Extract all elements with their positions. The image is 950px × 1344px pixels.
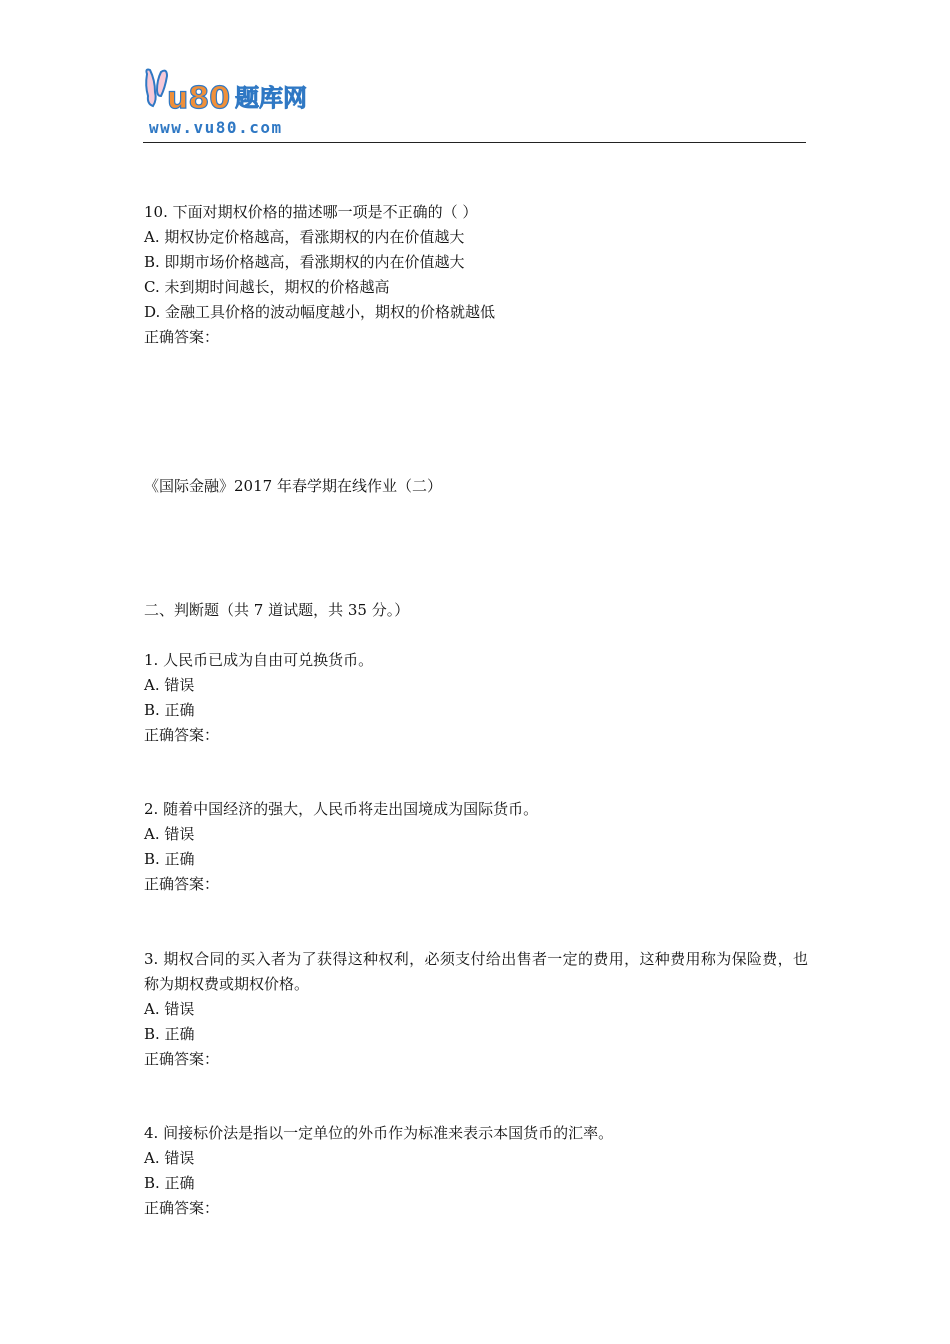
judgment-2-text: 2. 随着中国经济的强大，人民币将走出国境成为国际货币。 [144, 800, 539, 818]
judgment-3-option-b: B. 正确 [144, 1025, 195, 1043]
judgment-3-answer-label: 正确答案： [144, 1050, 220, 1068]
judgment-2-option-a: A. 错误 [144, 825, 195, 843]
question-10-option-a: A. 期权协定价格越高，看涨期权的内在价值越大 [144, 228, 465, 246]
judgment-1-answer-label: 正确答案： [144, 726, 220, 744]
judgment-1-option-a: A. 错误 [144, 676, 195, 694]
header-divider [143, 142, 806, 143]
question-10-option-b: B. 即期市场价格越高，看涨期权的内在价值越大 [144, 253, 465, 271]
judgment-2-answer-label: 正确答案： [144, 875, 220, 893]
judgment-3-option-a: A. 错误 [144, 1000, 195, 1018]
svg-text:题库网: 题库网 [235, 84, 307, 112]
judgment-4-option-a: A. 错误 [144, 1149, 195, 1167]
judgment-4-text: 4. 间接标价法是指以一定单位的外币作为标准来表示本国货币的汇率。 [144, 1124, 614, 1142]
question-10-answer-label: 正确答案： [144, 328, 220, 346]
logo-url-text: www.vu80.com [149, 118, 283, 137]
assignment-title: 《国际金融》2017 年春学期在线作业（二） [144, 477, 442, 495]
question-10-option-d: D. 金融工具价格的波动幅度越小，期权的价格就越低 [144, 303, 496, 321]
judgment-1-option-b: B. 正确 [144, 701, 195, 719]
judgment-2-option-b: B. 正确 [144, 850, 195, 868]
question-10-text: 10. 下面对期权价格的描述哪一项是不正确的（ ） [144, 203, 478, 221]
judgment-3-text: 3. 期权合同的买入者为了获得这种权利，必须支付给出售者一定的费用，这种费用称为保险费，也称为期权费或期权价格。 [144, 950, 808, 993]
logo-brand-text: u80 [167, 81, 231, 116]
judgment-4-answer-label: 正确答案： [144, 1199, 220, 1217]
question-10-option-c: C. 未到期时间越长，期权的价格越高 [144, 278, 390, 296]
judgment-1-text: 1. 人民币已成为自由可兑换货币。 [144, 651, 374, 669]
vu80-logo [143, 66, 341, 138]
judgment-4-option-b: B. 正确 [144, 1174, 195, 1192]
section-title: 二、判断题（共 7 道试题，共 35 分。） [144, 601, 410, 619]
